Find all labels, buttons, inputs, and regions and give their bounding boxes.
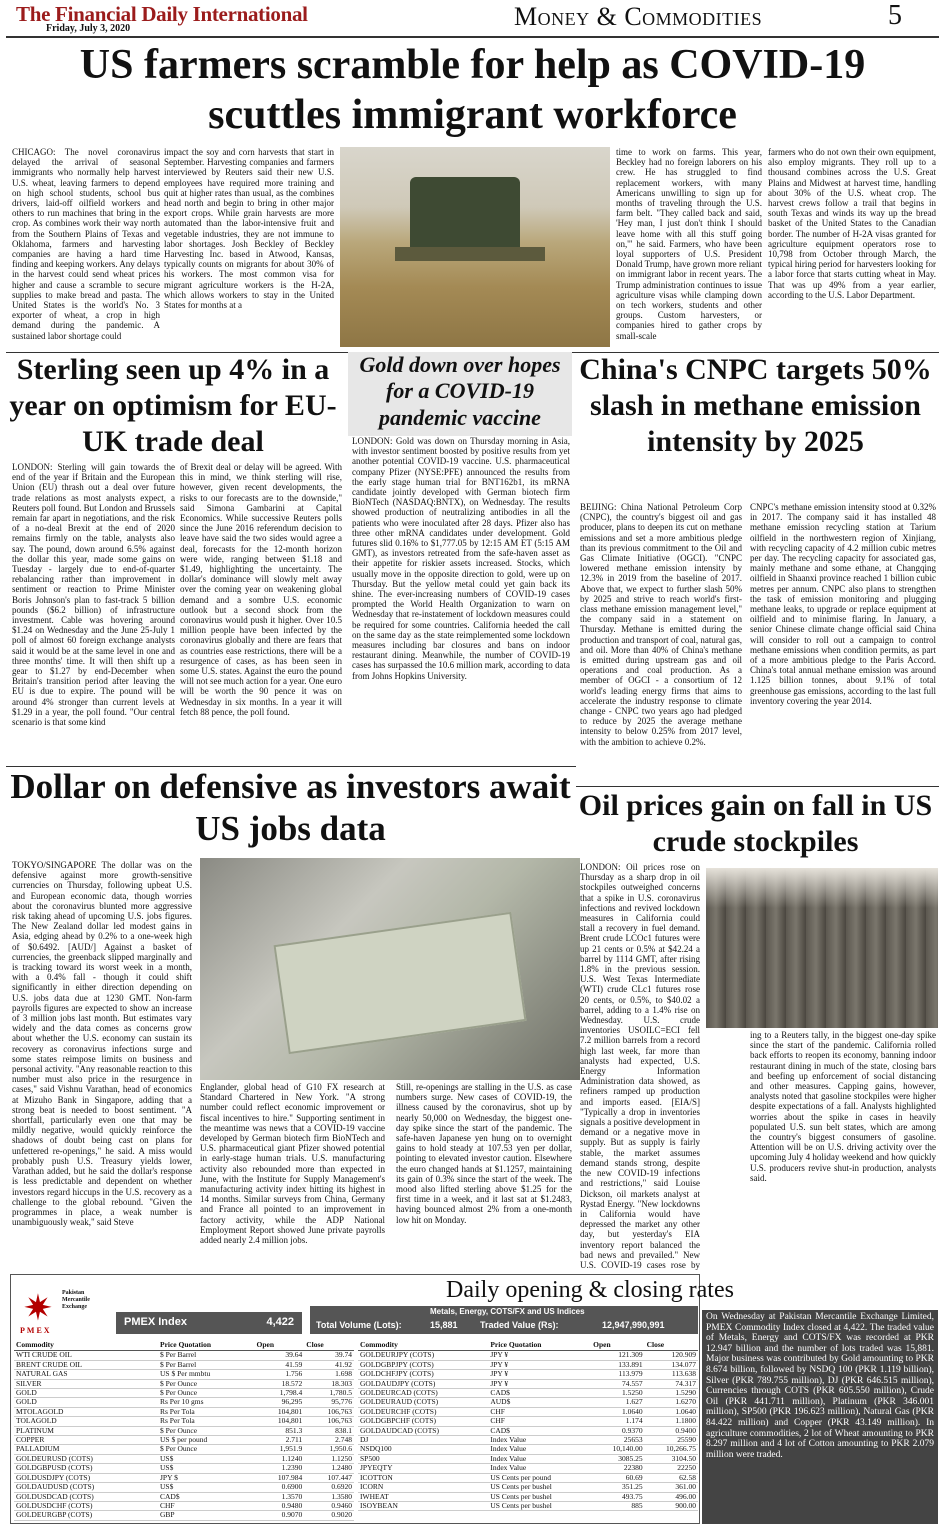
commodity-cell: ISOYBEAN: [358, 1501, 488, 1510]
quotation-cell: $ Per Barrel: [158, 1360, 255, 1369]
table-row: [14, 1445, 354, 1454]
close-cell: 106,763: [304, 1417, 354, 1426]
close-cell: 39.74: [304, 1351, 354, 1360]
commodity-cell: TOLAGOLD: [14, 1417, 158, 1426]
table-row: [14, 1464, 354, 1473]
open-cell: 104,801: [254, 1407, 304, 1416]
open-cell: 96,295: [254, 1398, 304, 1407]
close-cell: 0.9020: [304, 1511, 354, 1520]
banknote-shape: [274, 912, 527, 1054]
table-row: [358, 1398, 698, 1407]
commodity-cell: GOLDUSDCHF (COTS): [14, 1501, 158, 1510]
commodity-cell: GOLDUSDJPY (COTS): [14, 1473, 158, 1482]
pmex-star-icon: ✷: [22, 1288, 54, 1328]
oil-col1: LONDON: Oil prices rose on Thursday as a sharp drop in oil stockpiles outweighed concerns that a spike in U.S. coronavirus infections and revived lockdown measures in California could stall a recovery in fuel demand. Brent crude LCOc1 futures were up 21 cents or 0.5% at $42.24 a barrel by 1114 GMT, after rising 1.8% in the previous session. U.S. West Texas Intermediate (WTI) crude CLc1 futures rose 20 cents, or 0.5%, to $40.02 a barrel, adding to a 1.4% rise on Wednesday. U.S. crude inventories USOILC=ECI fell 7.2 million barrels from a record high last week, far more than analysts had expected, U.S. Energy Information Administration data showed, as refiners ramped up production and imports eased. [EIA/S] "Typically a drop in inventories signals a positive development in demand or a negative move in supply. But as supply is fairly stable, the market assumes demand stands strong, despite the new COVID-19 infections and restrictions," said Louise Dickson, oil markets analyst at Rystad Energy. "New lockdowns in California would have depressed the market any other day, but yesterday's EIA inventory report balanced the bad news and prevailed." New U.S. COVID-19 cases rose by: [580, 862, 700, 1270]
commodity-cell: GOLDGBPCHF (COTS): [358, 1417, 488, 1426]
divider-rule: [576, 786, 939, 787]
open-cell: 1.1240: [254, 1454, 304, 1463]
cnpc-headline: China's CNPC targets 50% slash in methane emission intensity by 2025: [579, 353, 932, 458]
col-header-quotation: Price Quotation: [488, 1340, 591, 1351]
farmers-headline: US farmers scramble for help as COVID-19 scuttles immigrant workforce: [79, 42, 866, 139]
quotation-cell: Rs Per Tola: [158, 1417, 255, 1426]
sterling-col1: LONDON: Sterling will gain towards the end of the year if Britain and the European Union (EU) thrash out a deal over future trade relations as most analysts expect, a Reuters poll found. But London and Brussels remain far apart in negotiations, and the risk of a no-deal Brexit at the end of 2020 remains firmly on the table, analysts also say. The pound, down around 6.5% against the dollar this year, made some gains on Tuesday - largely due to end-of-quarter rebalancing rather than improvement in sentiment or reaction to Prime Minister Boris Johnson's plan to fast-track 5 billion pounds ($6.2 billion) of infrastructure investment. Cable was hovering around $1.24 on Wednesday and the June 25-July 1 poll of almost 60 foreign exchange analysts said it would be at the same level in one and three months' time. It will then shift up a gear to $1.27 by end-December when Britain's transition period after leaving the EU is due to expire. The pound will be around 4% stronger than current levels at $1.29 in a year, the poll found. "Our central scenario is that some kind: [12, 462, 175, 728]
commodity-cell: GOLDAUDCAD (COTS): [358, 1426, 488, 1435]
open-cell: 74.557: [591, 1379, 644, 1388]
open-cell: 0.9370: [591, 1426, 644, 1435]
open-cell: 41.59: [254, 1360, 304, 1369]
quotation-cell: JPY ¥: [488, 1370, 591, 1379]
quotation-cell: US$: [158, 1454, 255, 1463]
table-row: [358, 1370, 698, 1379]
close-cell: 0.9460: [304, 1501, 354, 1510]
dollar-col2: Englander, global head of G10 FX research at Standard Chartered in New York. "A strong number could reflect economic improvement or fiscal incentives to hire." Supporting sentiment in the meantime was news that a COVID-19 vaccine developed by German biotech firm BioNTech and U.S. pharmaceutical giant Pfizer showed potential in early-stage human trials. U.S. manufacturing activity also rebounded more than expected in June, with the Institute for Supply Management's manufacturing activity index hitting its highest in 14 months. Similar surveys from China, Germany and France all pointed to an improvement in factory activity, while the ADP National Employment Report showed June private payrolls added nearly 2.4 million jobs.: [200, 1082, 385, 1246]
open-cell: 22380: [591, 1464, 644, 1473]
open-cell: 1.627: [591, 1398, 644, 1407]
commodity-cell: GOLDEURCHF (COTS): [358, 1407, 488, 1416]
farmers-col4: farmers who do not own their own equipment, also employ migrants. They roll up to a thousand combines across the U.S. Great Plains and Midwest at harvest time, handling about 30% of the U.S. wheat crop. The harvest crews follow a trail that begins in south Texas and winds its way up the bread basket of the United States to the Canadian border. The number of H-2A visas granted for agriculture equipment operators rose to 10,798 from October through March, the typical hiring period for harvesters looking for a labor force that starts cutting wheat in May. That was up 49% from a year earlier, according to the U.S. Labor Department.: [768, 147, 936, 300]
quotation-cell: CAD$: [158, 1492, 255, 1501]
close-cell: 106,763: [304, 1407, 354, 1416]
open-cell: 1.174: [591, 1417, 644, 1426]
quotation-cell: Rs Per 10 gms: [158, 1398, 255, 1407]
pmex-index-label: PMEX Index: [124, 1316, 187, 1328]
quotation-cell: US Cents per bushel: [488, 1501, 591, 1510]
table-row: [358, 1464, 698, 1473]
commodity-cell: GOLDEURGBP (COTS): [14, 1511, 158, 1520]
open-cell: 25653: [591, 1436, 644, 1445]
quotation-cell: CAD$: [488, 1389, 591, 1398]
masthead: [6, 0, 939, 38]
gold-body: LONDON: Gold was down on Thursday morning in Asia, with investor sentiment boosted by positive results from yet another potential COVID-19 vaccine. U.S. pharmaceutical company Pfizer (NYSE:PFE) announced the results from the early stage human trial for BNT162b1, its mRNA candidate jointly developed with German biotech firm BioNTech (NASDAQ:BNTX), on Wednesday. The results showed production of neutralizing antibodies in all the patients who were inoculated after 28 days. Pfizer also has three other mRNA candidates under development. Gold futures slid 0.16% to $1,777.05 by 12:15 AM ET (5:15 AM GMT), as investors retreated from the safe-haven asset as their appetite for riskier assets increased. Stocks, which usually move in the opposite direction to gold, were up on Thursday. But the yellow metal could yet gain back its shine. The ever-increasing numbers of COVID-19 cases prompted the World Health Organization to warn on Wednesday that re-instatement of lockdown measures could be required for some countries. California heeded the call on the same day as the state reimplemented some lockdown measures including bar closures and bans on indoor restaurant dining. Meanwhile, the number of COVID-19 cases has surpassed the 10.6 million mark, according to data from Johns Hopkins University.: [352, 436, 570, 681]
commodity-cell: BRENT CRUDE OIL: [14, 1360, 158, 1369]
close-cell: 1.698: [304, 1370, 354, 1379]
table-row: [14, 1511, 354, 1520]
close-cell: 1.1250: [304, 1454, 354, 1463]
commodity-cell: GOLDUSDCAD (COTS): [14, 1492, 158, 1501]
quotation-cell: Index Value: [488, 1436, 591, 1445]
quotation-cell: JPY ¥: [488, 1360, 591, 1369]
close-cell: 41.92: [304, 1360, 354, 1369]
close-cell: 18.303: [304, 1379, 354, 1388]
commodity-cell: GOLDGBPUSD (COTS): [14, 1464, 158, 1473]
oil-storage-photo: [706, 868, 938, 1028]
table-row: [358, 1483, 698, 1492]
open-cell: 1.3570: [254, 1492, 304, 1501]
oil-headline: Oil prices gain on fall in US crude stockpiles: [578, 789, 933, 858]
quotation-cell: CHF: [488, 1417, 591, 1426]
commodity-cell: COPPER: [14, 1436, 158, 1445]
open-cell: 1,798.4: [254, 1389, 304, 1398]
close-cell: 74.317: [645, 1379, 698, 1388]
commodity-cell: GOLD: [14, 1389, 158, 1398]
col-header-open: Open: [254, 1340, 304, 1351]
commodity-cell: WTI CRUDE OIL: [14, 1351, 158, 1360]
quotation-cell: US $ per pound: [158, 1436, 255, 1445]
quotation-cell: $ Per Ounce: [158, 1426, 255, 1435]
commodity-cell: GOLDEURUSD (COTS): [14, 1454, 158, 1463]
traded-label: Traded Value (Rs):: [480, 1320, 559, 1330]
quotation-cell: Rs Per Tola: [158, 1407, 255, 1416]
open-cell: 0.9480: [254, 1501, 304, 1510]
open-cell: 1.2390: [254, 1464, 304, 1473]
commodity-cell: PLATINUM: [14, 1426, 158, 1435]
close-cell: 95,776: [304, 1398, 354, 1407]
table-row: [358, 1436, 698, 1445]
quotation-cell: CHF: [488, 1407, 591, 1416]
col-header-commodity: Commodity: [358, 1340, 488, 1351]
table-row: [358, 1454, 698, 1463]
close-cell: 1.6270: [645, 1398, 698, 1407]
quotation-cell: AUD$: [488, 1398, 591, 1407]
commodity-cell: DJ: [358, 1436, 488, 1445]
commodity-cell: ICORN: [358, 1483, 488, 1492]
pmex-logo-name: Pakistan Mercantile Exchange: [62, 1290, 90, 1310]
col-header-commodity: Commodity: [14, 1340, 158, 1351]
commodity-cell: GOLDCHFJPY (COTS): [358, 1370, 488, 1379]
open-cell: 0.6900: [254, 1483, 304, 1492]
cnpc-col2: CNPC's methane emission intensity stood at 0.32% in 2017. The company said it has installed 48 methane emission recycling station at Tarium oilfield in the northwestern region of Xinjiang, with recycling capacity of 4.2 million cubic metres per day. The recycling capacity for associated gas, mainly methane and some ethane, at Changqing oilfield in Shaanxi province reached 1 billion cubic metres per annum. CNPC also plans to strengthen the task of emission monitoring and plugging methane leaks, to upgrade or replace equipment at oilfield and to minimise flaring. In January, a senior Chinese climate change official said China will consider to roll out a campaign to control methane emissions when condition permits, as part of a more ambitious pledge to the Paris Accord. China's total annual methane emission was around 1.125 billion tonnes, about 9.1% of total greenhouse gas emissions, according to the last full inventory covering the year 2014.: [750, 502, 936, 706]
close-cell: 62.58: [645, 1473, 698, 1482]
open-cell: 18.572: [254, 1379, 304, 1388]
quotation-cell: Index Value: [488, 1464, 591, 1473]
rates-headline: Daily opening & closing rates: [446, 1277, 734, 1303]
quotation-cell: US$: [158, 1483, 255, 1492]
open-cell: 104,801: [254, 1417, 304, 1426]
table-row: [358, 1417, 698, 1426]
dollar-headline: Dollar on defensive as investors await US jobs data: [10, 767, 571, 848]
quotation-cell: US Cents per pound: [488, 1473, 591, 1482]
open-cell: 2.711: [254, 1436, 304, 1445]
col-header-close: Close: [304, 1340, 354, 1351]
commodity-cell: ICOTTON: [358, 1473, 488, 1482]
dollar-bills-photo: [200, 858, 580, 1080]
col-header-open: Open: [591, 1340, 644, 1351]
open-cell: 1.756: [254, 1370, 304, 1379]
commodity-cell: GOLDEURCAD (COTS): [358, 1389, 488, 1398]
volume-bar: [310, 1306, 698, 1334]
table-row: [358, 1445, 698, 1454]
quotation-cell: $ Per Barrel: [158, 1351, 255, 1360]
close-cell: 1,780.5: [304, 1389, 354, 1398]
table-row: [14, 1492, 354, 1501]
close-cell: 120.909: [645, 1351, 698, 1360]
combine-header-shape: [395, 247, 545, 261]
close-cell: 3104.50: [645, 1454, 698, 1463]
quotation-cell: $ Per Ounce: [158, 1389, 255, 1398]
farmers-col1: CHICAGO: The novel coronavirus delayed the arrival of seasonal immigrants who normally help harvest U.S. wheat, leaving farmers to depend on high school students, school bus drivers, laid-off oilfield workers and others to run machines that bring in the crop. As combines work their way north from the Southern Plains of Texas and Oklahoma, farmers and harvesting companies are having a hard time finding and keeping workers. Any delays in the harvest could send wheat prices higher and cause a scramble to secure supplies to make bread and pasta. The United States is the world's No. 3 exporter of wheat, a crop in high demand during the pandemic. A sustained labor shortage could: [12, 147, 160, 341]
quotation-cell: CHF: [158, 1501, 255, 1510]
table-row: [14, 1370, 354, 1379]
open-cell: 107.984: [254, 1473, 304, 1482]
close-cell: 107.447: [304, 1473, 354, 1482]
section-title: Money & Commodities: [514, 2, 763, 31]
sterling-col2: of Brexit deal or delay will be agreed. With this in mind, we think sterling will rise, however, given recent developments, the risks to our forecasts are to the downside," said Simona Gambarini at Capital Economics. While successive Reuters polls since the June 2016 referendum decision to leave have said the two sides would agree a deal, forecasts for the 12-month horizon were wide, ranging between $1.18 and $1.49, highlighting the uncertainty. The dollar's dominance will slowly melt away over the coming year on weakening global demand and a sombre U.S. economic outlook but a second shock from the coronavirus would push it higher. Over 10.5 million people have been infected by the coronavirus globally and there are fears that as countries ease restrictions, there will be a resurgence of cases, as has been seen in some U.S. states. Against the euro the pound will not see much action for a year. One euro will be worth the 90 pence it was on Wednesday in six months. In a year it will fetch 88 pence, the poll found.: [180, 462, 342, 717]
commodity-cell: NATURAL GAS: [14, 1370, 158, 1379]
open-cell: 885: [591, 1501, 644, 1510]
sterling-headline: Sterling seen up 4% in a year on optimism for EU-UK trade deal: [9, 353, 337, 458]
open-cell: 60.69: [591, 1473, 644, 1482]
close-cell: 113.638: [645, 1370, 698, 1379]
close-cell: 496.00: [645, 1492, 698, 1501]
table-row: [14, 1398, 354, 1407]
dollar-col3: Still, re-openings are stalling in the U.S. as case numbers surge. New cases of COVID-19, the illness caused by the coronavirus, shot up by nearly 50,000 on Wednesday, the biggest one-day spike since the start of the pandemic. The safe-haven Japanese yen hung on to overnight gains to hold steady at 107.53 yen per dollar, pointing to elevated investor caution. Elsewhere the euro changed hands at $1.1257, maintaining its gain of 0.3% since the start of the week. The mood also lifted sterling above $1.25 for the first time in a week, and it last sat at $1.2483, having bounced almost 2% from a one-month low hit on Monday.: [396, 1082, 572, 1225]
open-cell: 121.309: [591, 1351, 644, 1360]
cnpc-col1: BEIJING: China National Petroleum Corp (CNPC), the country's biggest oil and gas producer, plans to deepen its cut on methane emissions and set a more ambitious pledge than its previous commitment to the Oil and Gas Climate Initiative (OGCI). "CNPC lowered methane emission intensity by 12.3% in 2019 from the baseline of 2017. Above that, we expect to further slash 50% by 2025 and strive to reach world's first-class methane emission management level," the company said in a statement on Thursday. Methane is emitted during the production and transport of coal, natural gas, and oil. More than 40% of China's methane is emitted during upstream gas and oil operations and coal production. As a member of OGCI - a consortium of 12 world's leading energy firms that aims to accelerate the industry response to climate change - CNPC two years ago had pledged to reduce by 2025 the average methane intensity to below 0.25% from 2017 level, with the ambition to achieve 0.2%.: [580, 502, 742, 747]
table-row: [14, 1417, 354, 1426]
close-cell: 1.2480: [304, 1464, 354, 1473]
close-cell: 1.5290: [645, 1389, 698, 1398]
volume-label: Total Volume (Lots):: [316, 1320, 402, 1330]
table-row: [358, 1501, 698, 1510]
commodity-cell: GOLDEURJPY (COTS): [358, 1351, 488, 1360]
commodity-cell: MTOLAGOLD: [14, 1407, 158, 1416]
close-cell: 900.00: [645, 1501, 698, 1510]
commodity-cell: GOLDGBPJPY (COTS): [358, 1360, 488, 1369]
combine-shape: [410, 177, 520, 257]
farmers-col3: time to work on farms. This year, Beckley had no foreign laborers on his crew. He has struggled to find replacement workers, with many Americans unwilling to sign up for months of traveling through the U.S. farm belt. "They called back and said, 'Hey man, I just don't think I should leave home with all this stuff going on,'" he said. Farmers, who have been loyal supporters of U.S. President Donald Trump, have grown more reliant on immigrant labor in recent years. The Trump administration continues to issue agriculture visas while clamping down on tech workers, students and other groups. Custom harvesters, or companies hired to gather crops by small-scale: [616, 147, 762, 341]
table-row: [358, 1351, 698, 1360]
open-cell: 0.9070: [254, 1511, 304, 1520]
close-cell: 0.6920: [304, 1483, 354, 1492]
page-number: 5: [888, 0, 902, 31]
quotation-cell: US Cents per bushel: [488, 1483, 591, 1492]
quotation-cell: US $ Per mmbtu: [158, 1370, 255, 1379]
close-cell: 1.0640: [645, 1407, 698, 1416]
open-cell: 851.3: [254, 1426, 304, 1435]
close-cell: 25590: [645, 1436, 698, 1445]
close-cell: 1.3580: [304, 1492, 354, 1501]
close-cell: 2.748: [304, 1436, 354, 1445]
quotation-cell: JPY ¥: [488, 1351, 591, 1360]
quotation-cell: Index Value: [488, 1445, 591, 1454]
close-cell: 1,950.6: [304, 1445, 354, 1454]
quotation-cell: JPY $: [158, 1473, 255, 1482]
farmers-col2: impact the soy and corn harvests that start in September. Harvesting companies and farmers interviewed by Reuters said their new U.S. employees have required more training and quit at higher rates than usual, as the combines head north and begin to bring in other major export crops. While grain harvests are more automated than the labor-intensive fruit and vegetable industries, they are not immune to labor shortages. Josh Beckley of Beckley Harvesting Inc. based in Atwood, Kansas, typically counts on migrants for about 30% of his workers. The most common visa for migrant agriculture workers is the H-2A, which allows workers to stay in the United States for months at a: [164, 147, 334, 311]
dollar-col1: TOKYO/SINGAPORE The dollar was on the defensive against more growth-sensitive currencies on Thursday, following upbeat U.S. and European economic data, though worries about the coronavirus blunted more aggressive risk taking ahead of upcoming U.S. jobs figures. The New Zealand dollar led modest gains in Asia, edging ahead by 0.2% to a one-week high of $0.6492. [AUD/] Against a basket of currencies, the greenback slipped marginally and is tracking toward its worst week in a month, with a 0.4% fall - though it could shift significantly in either direction depending on U.S. jobs data due at 1230 GMT. Non-farm payrolls figures are expected to show an increase of 3 million jobs last month. But estimates vary widely and the data comes as concerns grow about whether the U.S. economy can sustain its recovery as coronavirus infections surge and some states reimpose limits on business and personal activity. "Any reasonable reaction to this number must also price in the resurgence in cases," said Vishnu Varathan, head of economics at Mizuho Bank in Singapore, adding that a strong beat is needed to boost sentiment. "A shortfall, particularly even one that may be mildly negative, would quickly reinforce the shadows of doubt being cast on plans for unfettered re-openings," he said. A miss would probably push U.S. Treasury yields lower, Varathan added, but he said the dollar's response is less predictable and dependent on whether investors regard hiccups in the U.S. recovery as a challenge to the global rebound. "Given the programmes in place, a weak number is unambiguously weak," said Steve: [12, 860, 192, 1228]
pmex-logo-abbr: PMEX: [20, 1326, 52, 1335]
commodity-cell: GOLDAUDUSD (COTS): [14, 1483, 158, 1492]
rates-table-left: [14, 1340, 354, 1521]
close-cell: 0.9400: [645, 1426, 698, 1435]
volume-value: 15,881: [430, 1320, 458, 1330]
open-cell: 10,140.00: [591, 1445, 644, 1454]
open-cell: 1.0640: [591, 1407, 644, 1416]
quotation-cell: Index Value: [488, 1454, 591, 1463]
pmex-summary: On Wednesday at Pakistan Mercantile Exchange Limited, PMEX Commodity Index closed at 4,422. The traded value of Metals, Energy and COTS/FX was recorded at PKR 12.947 billion and the number of lots traded was 15,881. Major business was contributed by Gold amounting to PKR 8.674 billion, followed by NSDQ 100 (PKR 1.119 billion), Silver (PKR 789.755 million), DJ (PKR 646.515 million), Currencies through COTS (PKR 605.550 million), Crude Oil (PKR 441.711 million), Platinum (PKR 346.001 million), SP500 (PKR 196.623 million), Natural Gas (PKR 84.422 million) and Copper (PKR 43.149 million). In agriculture commodities, 2 lot of Wheat amounting to PKR 8.297 million and 4 lot of Cotton amounting to PKR 2.079 million were traded.: [702, 1310, 938, 1524]
commodity-cell: GOLD: [14, 1398, 158, 1407]
table-row: [14, 1483, 354, 1492]
gold-headline: Gold down over hopes for a COVID-19 pandemic vaccine: [359, 352, 561, 430]
open-cell: 1,951.9: [254, 1445, 304, 1454]
combine-harvester-photo: [340, 147, 610, 347]
quotation-cell: CAD$: [488, 1426, 591, 1435]
open-cell: 113.979: [591, 1370, 644, 1379]
commodity-cell: SILVER: [14, 1379, 158, 1388]
quotation-cell: GBP: [158, 1511, 255, 1520]
commodity-cell: GOLDEURAUD (COTS): [358, 1398, 488, 1407]
quotation-cell: US$: [158, 1464, 255, 1473]
volume-bar-title: Metals, Energy, COTS/FX and US Indices: [430, 1307, 585, 1316]
open-cell: 1.5250: [591, 1389, 644, 1398]
table-row: [358, 1492, 698, 1501]
commodity-cell: SP500: [358, 1454, 488, 1463]
col-header-quotation: Price Quotation: [158, 1340, 255, 1351]
table-row: [358, 1426, 698, 1435]
rates-table-right: [358, 1340, 698, 1511]
close-cell: 361.00: [645, 1483, 698, 1492]
commodity-cell: PALLADIUM: [14, 1445, 158, 1454]
close-cell: 22250: [645, 1464, 698, 1473]
quotation-cell: US Cents per bushel: [488, 1492, 591, 1501]
col-header-close: Close: [645, 1340, 698, 1351]
close-cell: 134.077: [645, 1360, 698, 1369]
table-row: [14, 1351, 354, 1360]
open-cell: 493.75: [591, 1492, 644, 1501]
close-cell: 1.1800: [645, 1417, 698, 1426]
open-cell: 133.891: [591, 1360, 644, 1369]
issue-date: Friday, July 3, 2020: [46, 23, 131, 34]
quotation-cell: $ Per Ounce: [158, 1445, 255, 1454]
commodity-cell: GOLDAUDJPY (COTS): [358, 1379, 488, 1388]
commodity-cell: JPYEQTY: [358, 1464, 488, 1473]
commodity-cell: IWHEAT: [358, 1492, 488, 1501]
traded-value: 12,947,990,991: [602, 1320, 665, 1330]
close-cell: 838.1: [304, 1426, 354, 1435]
publication-name: The Financial Daily International: [16, 2, 308, 26]
commodity-cell: NSDQ100: [358, 1445, 488, 1454]
pmex-index-value: 4,422: [266, 1316, 294, 1328]
close-cell: 10,266.75: [645, 1445, 698, 1454]
quotation-cell: JPY ¥: [488, 1379, 591, 1388]
open-cell: 39.64: [254, 1351, 304, 1360]
open-cell: 3085.25: [591, 1454, 644, 1463]
oil-col2: ing to a Reuters tally, in the biggest one-day spike since the start of the pandemic. California rolled back efforts to reopen its economy, banning indoor restaurant dining in much of the state, closing bars and beefing up enforcement of social distancing and other measures. Capping gains, however, analysts noted that gasoline stockpiles were higher despite expectations of a fall. Analysts highlighted worries about the spike in cases in heavily populated U.S. sun belt states, which are among the country's biggest consumers of gasoline. Attention will be on U.S. driving activity over the upcoming July 4 holiday weekend and how quickly U.S. producers revive shut-in production, analysts said.: [750, 1030, 936, 1183]
pmex-logo: [16, 1286, 106, 1338]
pmex-index-bar: [116, 1312, 302, 1334]
open-cell: 351.25: [591, 1483, 644, 1492]
quotation-cell: $ Per Ounce: [158, 1379, 255, 1388]
